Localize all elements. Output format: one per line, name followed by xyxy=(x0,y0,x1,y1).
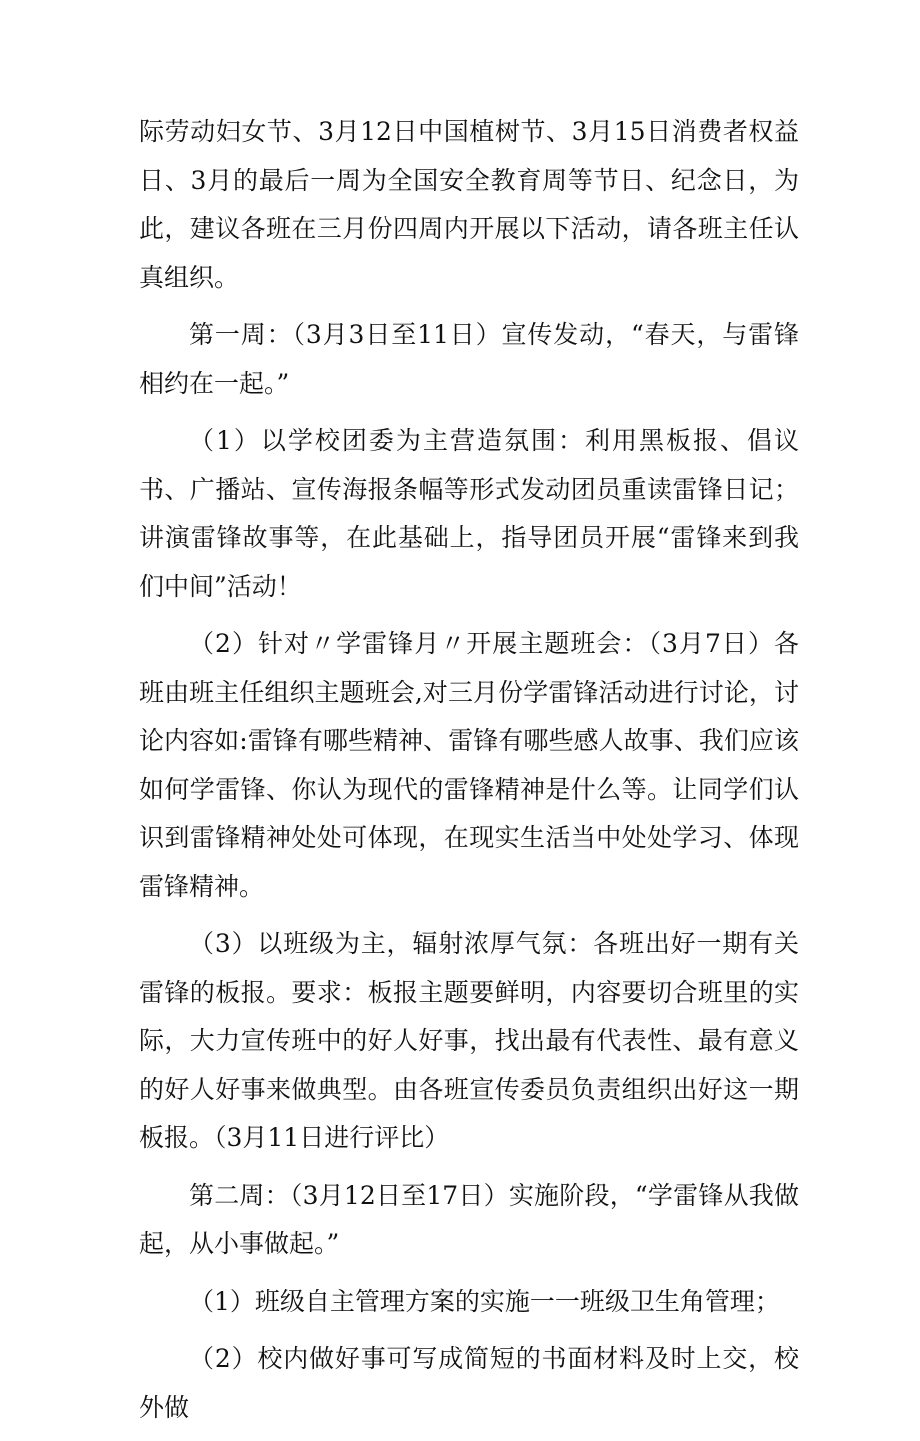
paragraph-week-one-item-2: （2）针对〃学雷锋月〃开展主题班会：（3月7日）各班由班主任组织主题班会,对三月份学雷锋活动进行讨论，讨论内容如:雷锋有哪些精神、雷锋有哪些感人故事、我们应该如何学雷锋、你认为现代的雷锋精神是什么等。让同学们认识到雷锋精神处处可体现，在现实生活当中处处学习、体现雷锋精神。 xyxy=(139,629,799,901)
paragraph-intro-continued: 际劳动妇女节、3月12日中国植树节、3月15日消费者权益日、3月的最后一周为全国安全教育周等节日、纪念日，为此，建议各班在三月份四周内开展以下活动，请各班主任认真组织。 xyxy=(139,117,799,292)
paragraph-week-two: 第二周：（3月12日至17日）实施阶段，“学雷锋从我做起，从小事做起。” xyxy=(139,1180,799,1258)
paragraph-week-two-item-1: （1）班级自主管理方案的实施一一班级卫生角管理； xyxy=(189,1286,780,1316)
document-page xyxy=(139,108,799,1441)
paragraph-week-two-item-2: （2）校内做好事可写成简短的书面材料及时上交，校外做 xyxy=(139,1344,799,1422)
paragraph-week-one-item-3: （3）以班级为主，辐射浓厚气氛：各班出好一期有关雷锋的板报。要求：板报主题要鲜明，内容要切合班里的实际，大力宣传班中的好人好事，找出最有代表性、最有意义的好人好事来做典型。由各班宣传委员负责组织出好这一期板报。（3月11日进行评比） xyxy=(139,929,799,1152)
paragraph-week-one: 第一周：（3月3日至11日）宣传发动，“春天，与雷锋相约在一起。” xyxy=(139,320,799,398)
paragraph-week-one-item-1: （1）以学校团委为主营造氛围：利用黑板报、倡议书、广播站、宣传海报条幅等形式发动团员重读雷锋日记；讲演雷锋故事等，在此基础上，指导团员开展“雷锋来到我们中间”活动！ xyxy=(139,426,799,601)
